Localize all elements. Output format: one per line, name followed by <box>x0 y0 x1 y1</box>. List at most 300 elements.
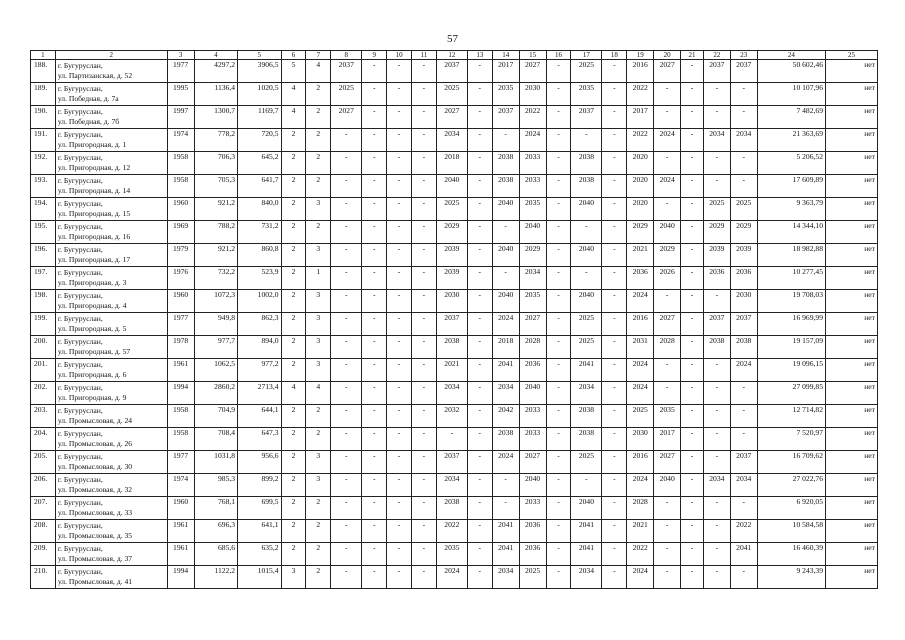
status-value: нет <box>826 497 878 520</box>
column-number-9: 9 <box>362 51 387 60</box>
col-8-value: 2027 <box>331 106 362 129</box>
col-19-value: 2031 <box>627 336 654 359</box>
col-15-value: 2029 <box>519 244 546 267</box>
col-18-value: - <box>602 83 627 106</box>
total-area: 1062,5 <box>194 359 237 382</box>
row-index: 210. <box>31 566 56 589</box>
address-cell <box>55 566 167 589</box>
col-14-value: 2017 <box>492 60 519 83</box>
col-13-value: - <box>467 566 492 589</box>
col-8-value: - <box>331 267 362 290</box>
col-17-value: 2025 <box>571 336 602 359</box>
col-10-value: - <box>387 175 412 198</box>
address-cell <box>55 359 167 382</box>
table-row <box>31 520 878 543</box>
col-21-value: - <box>681 175 704 198</box>
col-13-value: - <box>467 267 492 290</box>
status-value: нет <box>826 106 878 129</box>
floors-count: 2 <box>281 129 306 152</box>
col-9-value: - <box>362 175 387 198</box>
col-9-value: - <box>362 244 387 267</box>
col-18-value: - <box>602 451 627 474</box>
living-area: 1169,7 <box>238 106 281 129</box>
col-13-value: - <box>467 382 492 405</box>
total-area: 706,3 <box>194 152 237 175</box>
col-11-value: - <box>411 359 436 382</box>
col-11-value: - <box>411 152 436 175</box>
status-value: нет <box>826 129 878 152</box>
col-11-value: - <box>411 198 436 221</box>
column-number-18: 18 <box>602 51 627 60</box>
year-built: 1994 <box>167 382 194 405</box>
cost-value: 7 482,69 <box>757 106 825 129</box>
table-row <box>31 474 878 497</box>
col-19-value: 2036 <box>627 267 654 290</box>
col-23-value: 2022 <box>730 520 757 543</box>
col-12-value: 2037 <box>436 451 467 474</box>
col-21-value: - <box>681 497 704 520</box>
address-cell <box>55 129 167 152</box>
entrances-count: 1 <box>306 267 331 290</box>
col-17-value: - <box>571 267 602 290</box>
col-17-value: - <box>571 474 602 497</box>
row-index: 197. <box>31 267 56 290</box>
col-12-value: 2037 <box>436 60 467 83</box>
col-12-value: 2034 <box>436 474 467 497</box>
col-21-value: - <box>681 405 704 428</box>
col-9-value: - <box>362 359 387 382</box>
status-value: нет <box>826 336 878 359</box>
col-16-value: - <box>546 198 571 221</box>
living-area: 641,1 <box>238 520 281 543</box>
col-13-value: - <box>467 221 492 244</box>
year-built: 1961 <box>167 520 194 543</box>
floors-count: 2 <box>281 244 306 267</box>
col-18-value: - <box>602 175 627 198</box>
col-20-value: - <box>654 83 681 106</box>
living-area: 731,2 <box>238 221 281 244</box>
row-index: 199. <box>31 313 56 336</box>
col-23-value: 2037 <box>730 60 757 83</box>
column-number-16: 16 <box>546 51 571 60</box>
col-8-value: - <box>331 520 362 543</box>
cost-value: 9 363,79 <box>757 198 825 221</box>
col-14-value: 2034 <box>492 566 519 589</box>
year-built: 1979 <box>167 244 194 267</box>
col-12-value: 2034 <box>436 129 467 152</box>
col-22-value: 2037 <box>703 60 730 83</box>
col-14-value: 2038 <box>492 152 519 175</box>
col-9-value: - <box>362 336 387 359</box>
col-17-value: 2040 <box>571 244 602 267</box>
address-cell <box>55 83 167 106</box>
col-17-value: 2038 <box>571 152 602 175</box>
col-16-value: - <box>546 221 571 244</box>
col-9-value: - <box>362 474 387 497</box>
col-17-value: 2041 <box>571 543 602 566</box>
col-19-value: 2020 <box>627 198 654 221</box>
col-21-value: - <box>681 221 704 244</box>
col-23-value: 2037 <box>730 451 757 474</box>
col-16-value: - <box>546 428 571 451</box>
floors-count: 2 <box>281 175 306 198</box>
cost-value: 19 708,03 <box>757 290 825 313</box>
col-18-value: - <box>602 474 627 497</box>
status-value: нет <box>826 290 878 313</box>
address-cell <box>55 520 167 543</box>
col-11-value: - <box>411 451 436 474</box>
total-area: 778,2 <box>194 129 237 152</box>
col-13-value: - <box>467 152 492 175</box>
total-area: 696,3 <box>194 520 237 543</box>
buildings-table <box>30 50 878 589</box>
col-13-value: - <box>467 497 492 520</box>
col-15-value: 2033 <box>519 175 546 198</box>
address-street: ул. Пригородная, д. 9 <box>57 392 127 402</box>
col-18-value: - <box>602 106 627 129</box>
col-17-value: 2040 <box>571 497 602 520</box>
address-street: ул. Промысловая, д. 33 <box>57 507 133 517</box>
col-20-value: - <box>654 382 681 405</box>
living-area: 3906,5 <box>238 60 281 83</box>
living-area: 720,5 <box>238 129 281 152</box>
entrances-count: 3 <box>306 290 331 313</box>
floors-count: 2 <box>281 290 306 313</box>
cost-value: 27 099,85 <box>757 382 825 405</box>
col-11-value: - <box>411 543 436 566</box>
status-value: нет <box>826 382 878 405</box>
total-area: 1122,2 <box>194 566 237 589</box>
entrances-count: 3 <box>306 474 331 497</box>
col-8-value: - <box>331 382 362 405</box>
living-area: 1020,5 <box>238 83 281 106</box>
col-11-value: - <box>411 474 436 497</box>
col-9-value: - <box>362 566 387 589</box>
col-21-value: - <box>681 520 704 543</box>
year-built: 1969 <box>167 221 194 244</box>
table-row <box>31 405 878 428</box>
address-city: г. Бугуруслан, <box>57 107 103 116</box>
row-index: 188. <box>31 60 56 83</box>
total-area: 977,7 <box>194 336 237 359</box>
col-14-value: 2018 <box>492 336 519 359</box>
col-9-value: - <box>362 290 387 313</box>
col-15-value: 2040 <box>519 474 546 497</box>
cost-value: 10 107,96 <box>757 83 825 106</box>
col-16-value: - <box>546 313 571 336</box>
col-11-value: - <box>411 83 436 106</box>
col-19-value: 2024 <box>627 474 654 497</box>
col-8-value: - <box>331 290 362 313</box>
table-row <box>31 129 878 152</box>
col-19-value: 2030 <box>627 428 654 451</box>
col-18-value: - <box>602 290 627 313</box>
floors-count: 2 <box>281 405 306 428</box>
living-area: 1002,0 <box>238 290 281 313</box>
col-16-value: - <box>546 175 571 198</box>
column-number-25: 25 <box>826 51 878 60</box>
address-city: г. Бугуруслан, <box>57 544 103 553</box>
total-area: 705,3 <box>194 175 237 198</box>
col-9-value: - <box>362 428 387 451</box>
col-10-value: - <box>387 313 412 336</box>
year-built: 1960 <box>167 198 194 221</box>
col-11-value: - <box>411 175 436 198</box>
col-20-value: 2029 <box>654 244 681 267</box>
col-16-value: - <box>546 405 571 428</box>
total-area: 921,2 <box>194 244 237 267</box>
column-number-17: 17 <box>571 51 602 60</box>
col-21-value: - <box>681 198 704 221</box>
col-17-value: 2038 <box>571 175 602 198</box>
col-18-value: - <box>602 405 627 428</box>
col-22-value: 2025 <box>703 198 730 221</box>
column-number-20: 20 <box>654 51 681 60</box>
status-value: нет <box>826 175 878 198</box>
col-13-value: - <box>467 290 492 313</box>
col-17-value: 2025 <box>571 313 602 336</box>
entrances-count: 2 <box>306 83 331 106</box>
floors-count: 2 <box>281 543 306 566</box>
address-cell <box>55 313 167 336</box>
address-cell <box>55 106 167 129</box>
year-built: 1958 <box>167 175 194 198</box>
col-22-value: - <box>703 566 730 589</box>
status-value: нет <box>826 221 878 244</box>
row-index: 207. <box>31 497 56 520</box>
col-12-value: 2037 <box>436 313 467 336</box>
col-11-value: - <box>411 267 436 290</box>
col-9-value: - <box>362 313 387 336</box>
col-16-value: - <box>546 543 571 566</box>
address-city: г. Бугуруслан, <box>57 130 103 139</box>
col-10-value: - <box>387 267 412 290</box>
col-21-value: - <box>681 566 704 589</box>
col-22-value: - <box>703 290 730 313</box>
column-number-15: 15 <box>519 51 546 60</box>
table-row <box>31 290 878 313</box>
address-street: ул. Пригородная, д. 3 <box>57 277 127 287</box>
col-20-value: 2024 <box>654 175 681 198</box>
address-city: г. Бугуруслан, <box>57 291 103 300</box>
address-cell <box>55 198 167 221</box>
row-index: 208. <box>31 520 56 543</box>
entrances-count: 3 <box>306 451 331 474</box>
address-street: ул. Промысловая, д. 24 <box>57 415 133 425</box>
column-number-19: 19 <box>627 51 654 60</box>
address-city: г. Бугуруслан, <box>57 521 103 530</box>
col-14-value: 2040 <box>492 290 519 313</box>
address-city: г. Бугуруслан, <box>57 360 103 369</box>
col-15-value: 2036 <box>519 543 546 566</box>
living-area: 647,3 <box>238 428 281 451</box>
address-cell <box>55 336 167 359</box>
col-9-value: - <box>362 405 387 428</box>
col-10-value: - <box>387 405 412 428</box>
year-built: 1974 <box>167 129 194 152</box>
col-23-value: 2029 <box>730 221 757 244</box>
column-number-22: 22 <box>703 51 730 60</box>
col-11-value: - <box>411 106 436 129</box>
total-area: 4297,2 <box>194 60 237 83</box>
table-row <box>31 221 878 244</box>
cost-value: 5 206,52 <box>757 152 825 175</box>
year-built: 1976 <box>167 267 194 290</box>
col-15-value: 2033 <box>519 497 546 520</box>
column-number-1: 1 <box>31 51 56 60</box>
col-14-value: 2040 <box>492 198 519 221</box>
col-12-value: - <box>436 428 467 451</box>
table-row <box>31 175 878 198</box>
col-17-value: 2034 <box>571 566 602 589</box>
floors-count: 2 <box>281 428 306 451</box>
col-11-value: - <box>411 405 436 428</box>
status-value: нет <box>826 359 878 382</box>
col-14-value: 2035 <box>492 83 519 106</box>
col-8-value: - <box>331 175 362 198</box>
col-18-value: - <box>602 520 627 543</box>
col-19-value: 2017 <box>627 106 654 129</box>
col-17-value: 2038 <box>571 428 602 451</box>
address-city: г. Бугуруслан, <box>57 429 103 438</box>
col-16-value: - <box>546 60 571 83</box>
address-cell <box>55 543 167 566</box>
col-12-value: 2038 <box>436 336 467 359</box>
col-19-value: 2016 <box>627 60 654 83</box>
col-22-value: - <box>703 152 730 175</box>
col-15-value: 2027 <box>519 60 546 83</box>
col-19-value: 2016 <box>627 451 654 474</box>
living-area: 1015,4 <box>238 566 281 589</box>
status-value: нет <box>826 83 878 106</box>
col-18-value: - <box>602 359 627 382</box>
col-12-value: 2030 <box>436 290 467 313</box>
col-12-value: 2035 <box>436 543 467 566</box>
col-23-value: - <box>730 566 757 589</box>
column-number-21: 21 <box>681 51 704 60</box>
col-16-value: - <box>546 520 571 543</box>
year-built: 1997 <box>167 106 194 129</box>
status-value: нет <box>826 451 878 474</box>
col-9-value: - <box>362 451 387 474</box>
row-index: 202. <box>31 382 56 405</box>
total-area: 1136,4 <box>194 83 237 106</box>
col-12-value: 2039 <box>436 244 467 267</box>
col-21-value: - <box>681 359 704 382</box>
total-area: 949,8 <box>194 313 237 336</box>
table-row <box>31 543 878 566</box>
col-13-value: - <box>467 451 492 474</box>
floors-count: 2 <box>281 313 306 336</box>
col-14-value: - <box>492 267 519 290</box>
col-19-value: 2024 <box>627 359 654 382</box>
address-cell <box>55 382 167 405</box>
entrances-count: 2 <box>306 106 331 129</box>
col-15-value: 2033 <box>519 405 546 428</box>
address-cell <box>55 428 167 451</box>
table-row <box>31 451 878 474</box>
column-number-11: 11 <box>411 51 436 60</box>
col-10-value: - <box>387 290 412 313</box>
col-16-value: - <box>546 474 571 497</box>
col-14-value: - <box>492 497 519 520</box>
entrances-count: 3 <box>306 198 331 221</box>
address-city: г. Бугуруслан, <box>57 153 103 162</box>
year-built: 1995 <box>167 83 194 106</box>
page-number: 57 <box>447 33 458 45</box>
col-18-value: - <box>602 382 627 405</box>
col-23-value: 2039 <box>730 244 757 267</box>
cost-value: 17 609,89 <box>757 175 825 198</box>
col-20-value: - <box>654 520 681 543</box>
col-12-value: 2038 <box>436 497 467 520</box>
address-city: г. Бугуруслан, <box>57 383 103 392</box>
living-area: 860,8 <box>238 244 281 267</box>
col-15-value: 2030 <box>519 83 546 106</box>
table-row <box>31 336 878 359</box>
address-cell <box>55 290 167 313</box>
col-11-value: - <box>411 382 436 405</box>
floors-count: 2 <box>281 152 306 175</box>
living-area: 699,5 <box>238 497 281 520</box>
row-index: 203. <box>31 405 56 428</box>
col-16-value: - <box>546 451 571 474</box>
col-19-value: 2020 <box>627 175 654 198</box>
col-14-value: 2037 <box>492 106 519 129</box>
col-9-value: - <box>362 497 387 520</box>
col-8-value: - <box>331 543 362 566</box>
col-14-value: - <box>492 129 519 152</box>
col-14-value: 2038 <box>492 175 519 198</box>
living-area: 641,7 <box>238 175 281 198</box>
table-row <box>31 152 878 175</box>
col-21-value: - <box>681 336 704 359</box>
status-value: нет <box>826 267 878 290</box>
col-10-value: - <box>387 520 412 543</box>
col-23-value: - <box>730 83 757 106</box>
address-cell <box>55 267 167 290</box>
col-9-value: - <box>362 60 387 83</box>
col-14-value: 2024 <box>492 451 519 474</box>
entrances-count: 2 <box>306 175 331 198</box>
total-area: 921,2 <box>194 198 237 221</box>
col-22-value: - <box>703 405 730 428</box>
col-23-value: 2030 <box>730 290 757 313</box>
col-20-value: - <box>654 543 681 566</box>
col-21-value: - <box>681 60 704 83</box>
cost-value: 10 584,58 <box>757 520 825 543</box>
year-built: 1994 <box>167 566 194 589</box>
living-area: 840,0 <box>238 198 281 221</box>
row-index: 189. <box>31 83 56 106</box>
col-23-value: - <box>730 106 757 129</box>
col-16-value: - <box>546 267 571 290</box>
entrances-count: 2 <box>306 566 331 589</box>
col-23-value: - <box>730 152 757 175</box>
row-index: 195. <box>31 221 56 244</box>
address-street: ул. Пригородная, д. 5 <box>57 323 127 333</box>
col-11-value: - <box>411 336 436 359</box>
col-21-value: - <box>681 474 704 497</box>
address-city: г. Бугуруслан, <box>57 61 103 70</box>
column-number-13: 13 <box>467 51 492 60</box>
cost-value: 16 460,39 <box>757 543 825 566</box>
col-23-value: 2024 <box>730 359 757 382</box>
year-built: 1958 <box>167 152 194 175</box>
cost-value: 12 714,82 <box>757 405 825 428</box>
col-16-value: - <box>546 129 571 152</box>
col-21-value: - <box>681 382 704 405</box>
